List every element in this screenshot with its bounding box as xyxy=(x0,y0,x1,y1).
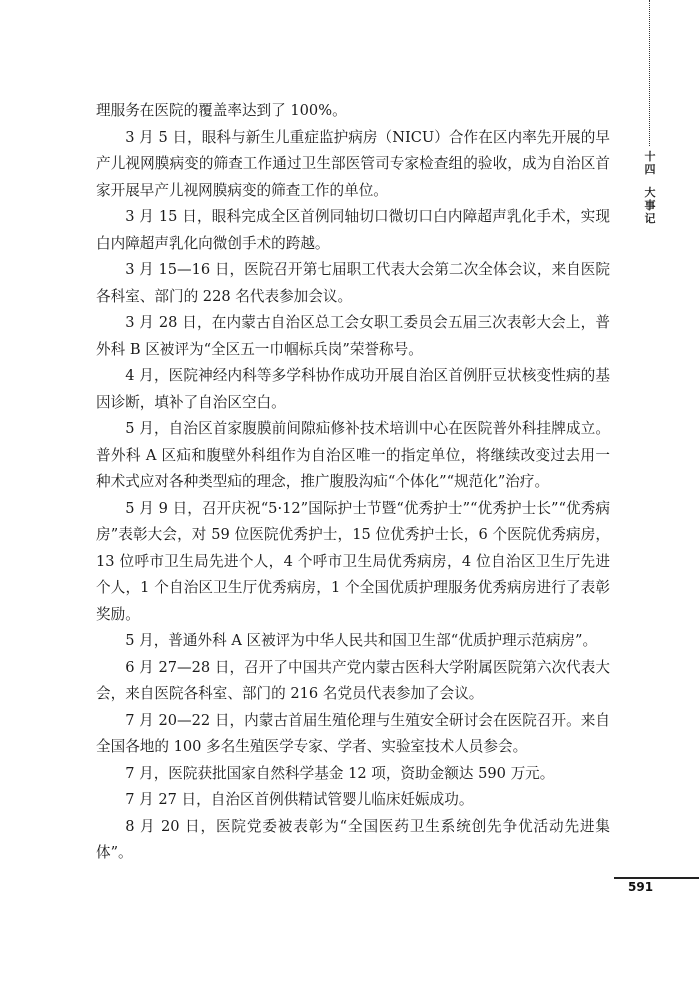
paragraph: 4 月，医院神经内科等多学科协作成功开展自治区首例肝豆状核变性病的基因诊断，填补了自治区空白。 xyxy=(96,367,610,411)
paragraph-continued: 理服务在医院的覆盖率达到了 100%。 xyxy=(96,102,347,119)
paragraph: 7 月 20—22 日，内蒙古首届生殖伦理与生殖安全研讨会在医院召开。来自全国各地的 100 多名生殖医学专家、学者、实验室技术人员参会。 xyxy=(96,711,610,755)
paragraph: 6 月 27—28 日，召开了中国共产党内蒙古医科大学附属医院第六次代表大会，来自医院各科室、部门的 216 名党员代表参加了会议。 xyxy=(96,658,610,702)
page-number: 591 xyxy=(628,880,654,894)
paragraph: 5 月，普通外科 A 区被评为中华人民共和国卫生部“优质护理示范病房”。 xyxy=(125,632,598,649)
paragraph: 7 月，医院获批国家自然科学基金 12 项，资助金额达 590 万元。 xyxy=(125,764,555,782)
paragraph: 3 月 5 日，眼科与新生儿重症监护病房（NICU）合作在区内率先开展的早产儿视网膜病变的筛查工作通过卫生部医管司专家检查组的验收，成为自治区首家开展早产儿视网膜病变的筛查工作的单位。 xyxy=(96,128,610,199)
chapter-title: 大事记 xyxy=(644,186,656,225)
body-text xyxy=(96,98,610,867)
paragraph: 8 月 20 日，医院党委被表彰为“全国医药卫生系统创先争优活动先进集体”。 xyxy=(96,817,610,861)
page-number-tab xyxy=(614,877,699,909)
paragraph: 3 月 15 日，眼科完成全区首例同轴切口微切口白内障超声乳化手术，实现白内障超声乳化向微创手术的跨越。 xyxy=(96,208,610,252)
chapter-number: 十四 xyxy=(644,150,656,176)
paragraph: 7 月 27 日，自治区首例供精试管婴儿临床妊娠成功。 xyxy=(125,791,474,808)
paragraph: 3 月 15—16 日，医院召开第七届职工代表大会第二次全体会议，来自医院各科室、部门的 228 名代表参加会议。 xyxy=(96,261,610,305)
paragraph: 3 月 28 日，在内蒙古自治区总工会女职工委员会五届三次表彰大会上，普外科 B 区被评为“全区五一巾帼标兵岗”荣誉称号。 xyxy=(96,314,610,358)
chapter-side-label xyxy=(641,150,659,225)
side-dotted-rule xyxy=(649,0,650,146)
paragraph: 5 月 9 日，召开庆祝“5·12”国际护士节暨“优秀护士”“优秀护士长”“优秀病房”表彰大会，对 59 位医院优秀护士，15 位优秀护士长，6 个医院优秀病房，13 位呼市卫生局先进个人，4 个呼市卫生局优秀病房，4 位自治区卫生厅先进个人，1 个自治区卫生厅优秀病房，1 个全国优质护理服务优秀病房进行了表彰奖励。 xyxy=(96,499,610,623)
paragraph: 5 月，自治区首家腹膜前间隙疝修补技术培训中心在医院普外科挂牌成立。普外科 A 区疝和腹壁外科组作为自治区唯一的指定单位，将继续改变过去用一种术式应对各种类型疝的理念，推广腹股沟疝“个体化”“规范化”治疗。 xyxy=(96,420,610,490)
